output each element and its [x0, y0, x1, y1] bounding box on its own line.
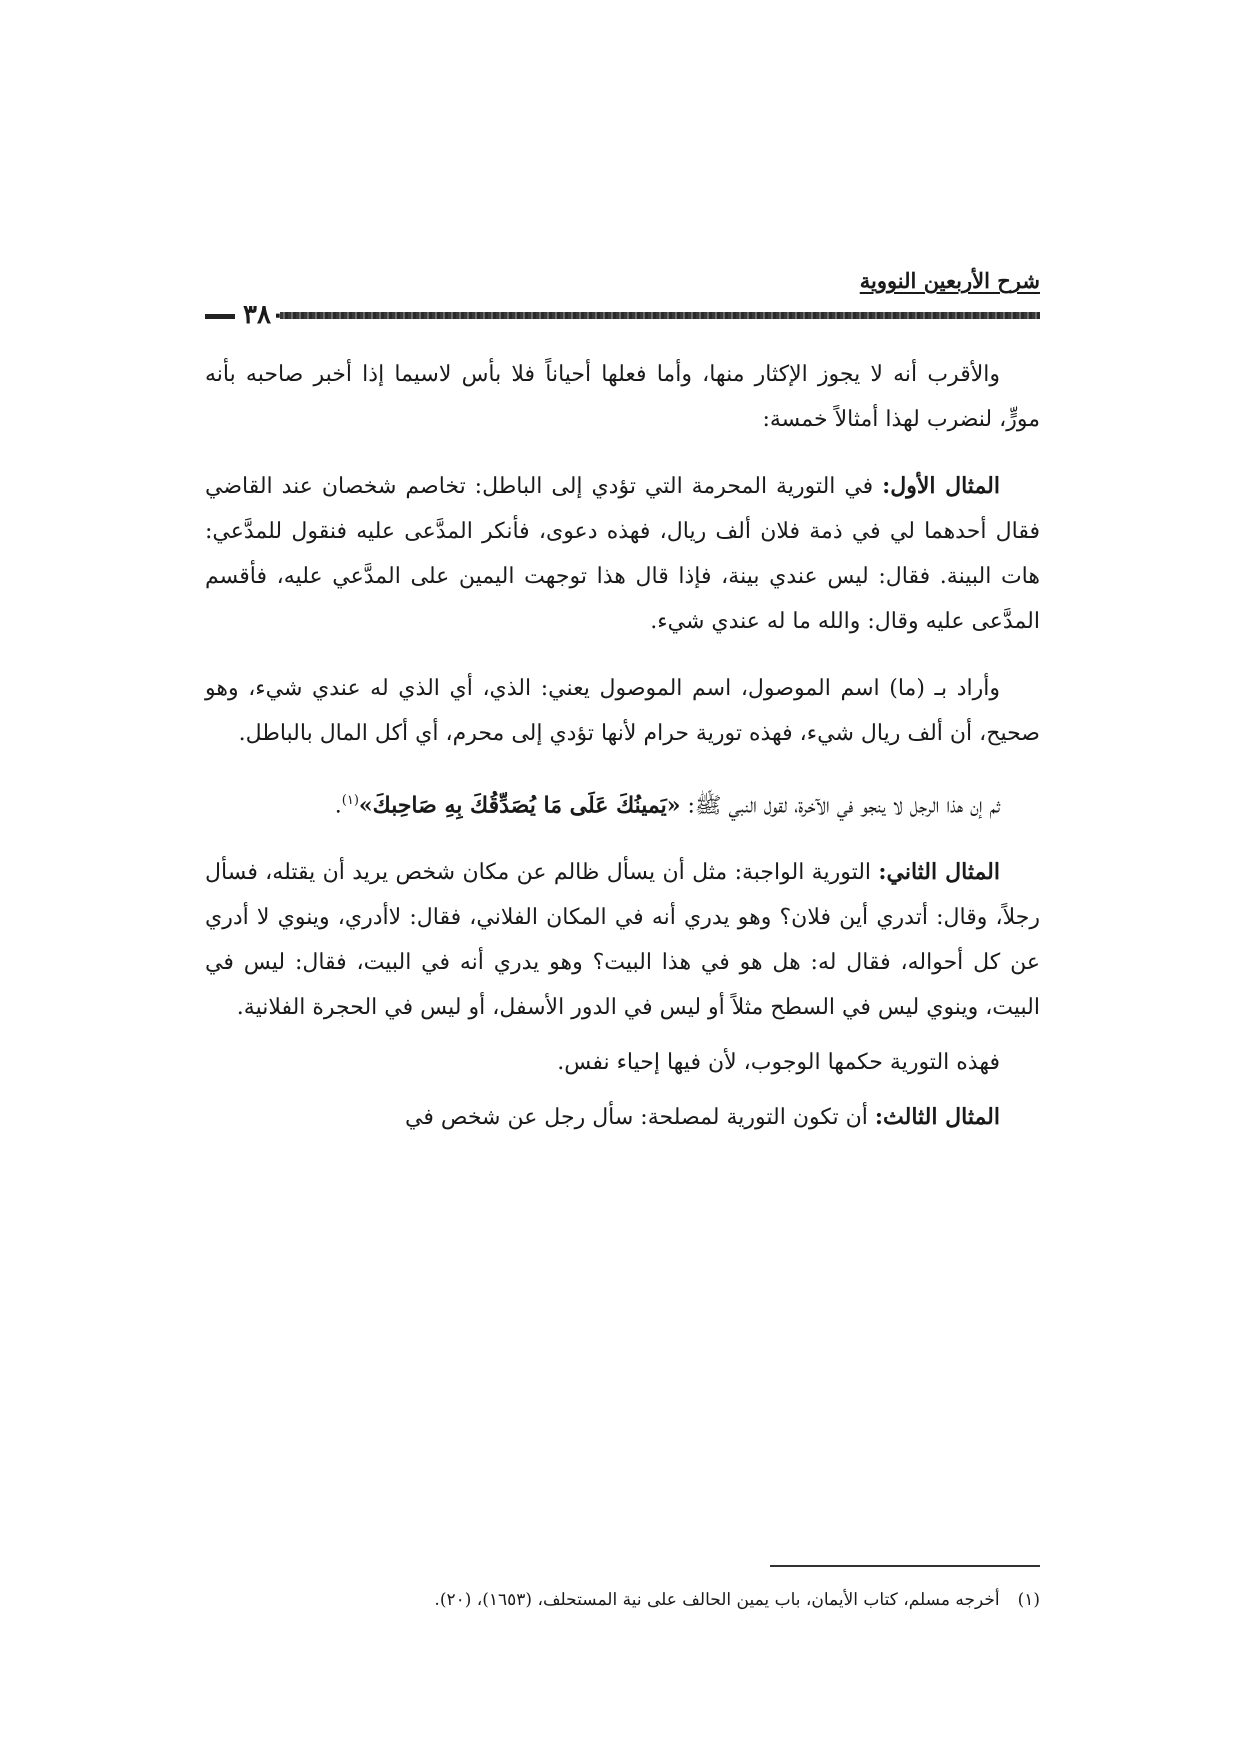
- paragraph-text: التورية الواجبة: مثل أن يسأل ظالم عن مكان شخص يريد أن يقتله، فسأل رجلاً، وقال: أتدري أين فلان؟ وهو يدري أنه في المكان الفلاني، فقال: لاأدري، وينوي لا أدري عن كل أحواله، فقال له: هل هو في هذا البيت؟ وهو يدري أنه في البيت، فقال: ليس في البيت، وينوي ليس في السطح مثلاً أو ليس في الدور الأسفل، أو ليس في الحجرة الفلانية.: [205, 860, 1040, 1021]
- header-rule: [280, 312, 1040, 319]
- paragraph-hadith: [205, 778, 1040, 828]
- page-number: ٣٨٠: [243, 300, 285, 330]
- running-header: [205, 268, 1040, 328]
- footnote: [205, 1585, 1040, 1615]
- footnote-number: (١): [1017, 1590, 1040, 1610]
- paragraph-tail: .: [334, 793, 342, 819]
- paragraph-text: ثم إن هذا الرجل لا ينجو في الآخرة، لقول النبي ﷺ:: [680, 793, 1000, 819]
- paragraph-3: [205, 666, 1040, 756]
- example-heading: المثال الثاني:: [878, 859, 1000, 886]
- paragraph-example-1: [205, 464, 1040, 644]
- book-title: شرح الأربعين النووية: [859, 268, 1040, 293]
- page-number-dash: [205, 314, 235, 319]
- paragraph-text: في التورية المحرمة التي تؤدي إلى الباطل: تخاصم شخصان عند القاضي فقال أحدهما لي في ذمة فلان ألف ريال، فهذه دعوى، فأنكر المدَّعى عليه فنقول للمدَّعي: هات البينة. فقال: ليس عندي بينة، فإذا قال هذا توجهت اليمين على المدَّعي عليه، فأقسم المدَّعى عليه وقال: والله ما له عندي شيء.: [205, 474, 1040, 634]
- paragraph-text: وأراد بـ (ما) اسم الموصول، اسم الموصول يعني: الذي، أي الذي له عندي شيء، وهو صحيح، أن ألف ريال شيء، فهذه تورية حرام لأنها تؤدي إلى محرم، أي أكل المال بالباطل.: [205, 676, 1040, 746]
- paragraph-example-3: [205, 1095, 1040, 1140]
- paragraph-6: [205, 1040, 1040, 1085]
- paragraph-text: والأقرب أنه لا يجوز الإكثار منها، وأما فعلها أحياناً فلا بأس لاسيما إذا أخبر صاحبه بأنه مورٍّ، لنضرب لهذا أمثالاً خمسة:: [205, 362, 1040, 432]
- footnote-text: أخرجه مسلم، كتاب الأيمان، باب يمين الحالف على نية المستحلف، (١٦٥٣)، (٢٠).: [434, 1590, 1000, 1610]
- paragraph-text: فهذه التورية حكمها الوجوب، لأن فيها إحياء نفس.: [557, 1050, 1000, 1076]
- example-heading: المثال الأول:: [882, 473, 1000, 499]
- footnote-divider: [770, 1565, 1040, 1567]
- paragraph-text: أن تكون التورية لمصلحة: سأل رجل عن شخص في: [405, 1105, 875, 1131]
- hadith-quote: «يَمينُكَ عَلَى مَا يُصَدِّقُكَ بِهِ صَاحِبكَ»: [358, 792, 681, 819]
- body-text: [205, 352, 1040, 1162]
- paragraph-1: [205, 352, 1040, 442]
- footnote-reference[interactable]: (١): [341, 793, 359, 808]
- example-heading: المثال الثالث:: [874, 1104, 1000, 1131]
- paragraph-example-2: [205, 850, 1040, 1030]
